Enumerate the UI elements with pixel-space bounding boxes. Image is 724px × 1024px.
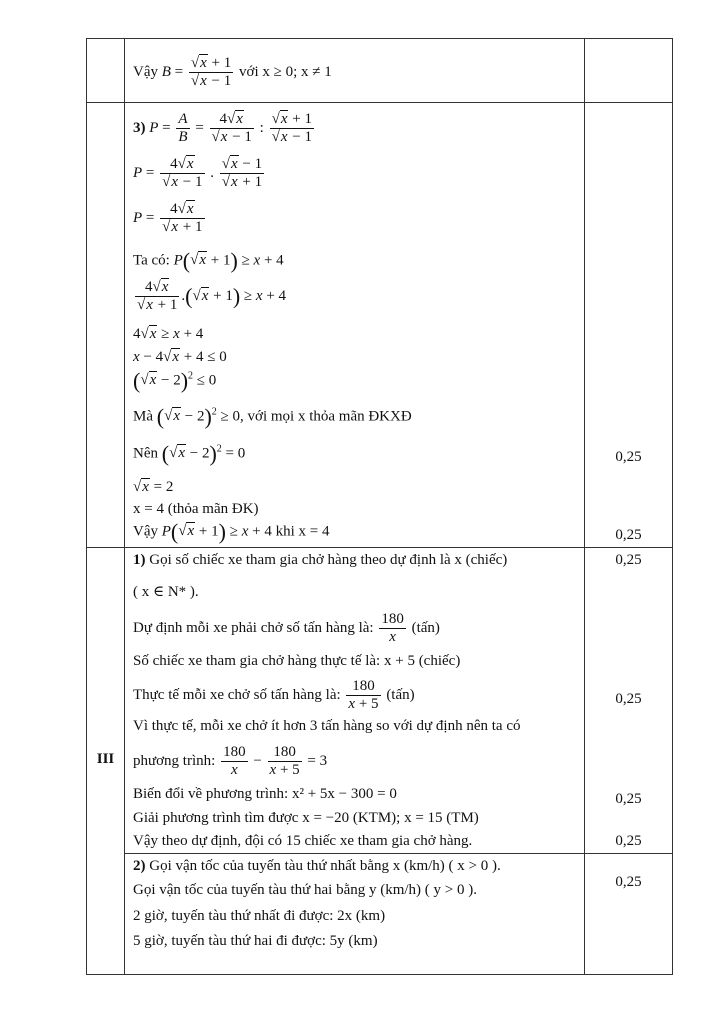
x-eq-4-line: x = 4 (thỏa mãn ĐK) (133, 501, 259, 517)
p-simplified: P = $\frac{4√x}{√x + 1}$ (133, 201, 203, 235)
content-cell (125, 548, 585, 854)
vay-b-line: Vậy B = $\frac{√x + 1}{√x - 1}$ với x ≥ 0; x ≠ 1 (133, 55, 332, 89)
p1-line-2: Dự định mỗi xe phải chở số tấn hàng là: $\frac{180}{x}$ (tấn) (133, 611, 440, 645)
p1-line-3: Số chiếc xe tham gia chở hàng thực tế là: x + 5 (chiếc) (133, 653, 461, 669)
p1-equation: x² + 5x − 300 = 0 (291, 786, 397, 802)
conclusion-line: Vậy P(√x + 1) ≥ x + 4 khi x = 4 (133, 519, 330, 544)
row-part3 (87, 103, 673, 548)
section-label: III (96, 751, 115, 767)
problem1-label: 1) (133, 552, 146, 568)
score: 0,25 (615, 833, 642, 849)
p-eq-a-over-b: 3) P = $\frac{A}{B}$ = $\frac{4√x}{√x - 1}$ : $\frac{√x + 1}{√x - 1}$ (133, 111, 312, 145)
conclusion-suffix: khi x = 4 (275, 523, 330, 540)
p1-line-6: phương trình: $\frac{180}{x}$ − $\frac{180}{x + 5}$ = 3 (133, 744, 328, 778)
conclusion-prefix: Vậy (133, 523, 158, 540)
content-cell (125, 854, 585, 975)
score: 0,25 (615, 449, 642, 465)
inequality-3: x − 4√x + 4 ≤ 0 (133, 349, 227, 365)
p1-text: Gọi số chiếc xe tham gia chở hàng theo dự định là x (chiếc) (149, 552, 508, 568)
p1-line-9: Vậy theo dự định, đội có 15 chiếc xe tham gia chở hàng. (133, 833, 473, 849)
p1-line-5: Vì thực tế, mỗi xe chở ít hơn 3 tấn hàng so với dự định nên ta có (133, 718, 521, 734)
problem2-label: 2) (133, 858, 146, 874)
ma-line: Mà $(√x - 2)^2 \ge 0$, với mọi x thỏa mãn ĐKXĐ (133, 404, 412, 429)
score-cell (585, 854, 673, 975)
score: 0,25 (615, 552, 642, 568)
row-problem1 (87, 548, 673, 854)
p1-line-8: Giải phương trình tìm được x = −20 (KTM); x = 15 (TM) (133, 810, 479, 826)
section-cell-empty (87, 39, 125, 103)
score-cell-empty (585, 39, 673, 103)
inequality-1: $\frac{4√x}{√x + 1}$ .(√x + 1) ≥ x + 4 (137, 279, 287, 313)
score: 0,25 (615, 874, 642, 890)
p1-unit: (tấn) (386, 686, 415, 703)
content-cell (125, 103, 585, 548)
p1-line-4: Thực tế mỗi xe chở số tấn hàng là: $\frac{180}{x + 5}$ (tấn) (133, 678, 415, 712)
p-product: P = $\frac{4√x}{√x - 1}$ . $\frac{√x - 1}{√x + 1}$ (133, 156, 263, 190)
p1-text: Biến đổi về phương trình: (133, 786, 289, 802)
answer-table (86, 38, 673, 975)
section-cell (87, 548, 125, 975)
inequality-4: $(√x - 2)^2 \le 0$ (133, 368, 217, 393)
p2-line-1 (133, 858, 501, 875)
row-vay-b (87, 39, 673, 103)
p1-unit: (tấn) (411, 619, 440, 636)
row-problem2 (87, 854, 673, 975)
p1-line-7 (133, 786, 397, 803)
p1-text: Dự định mỗi xe phải chở số tấn hàng là: (133, 619, 374, 636)
p2-line-3: 2 giờ, tuyến tàu thứ nhất đi được: 2x (km) (133, 908, 386, 924)
section-cell-empty (87, 103, 125, 548)
ma-tail-text: , với mọi x thỏa mãn ĐKXĐ (240, 408, 412, 425)
ta-co-text: Ta có: (133, 252, 170, 269)
ma-text: Mà (133, 408, 153, 425)
ta-co-line: Ta có: P(√x + 1) ≥ x + 4 (133, 248, 284, 273)
score-cell (585, 548, 673, 854)
inequality-2: 4√x ≥ x + 4 (133, 326, 204, 342)
nen-text: Nên (133, 445, 158, 462)
condition-text: với x ≥ 0; x ≠ 1 (239, 63, 332, 80)
p1-domain: ( x ∈ N* ). (133, 584, 199, 600)
part3-label: 3) (133, 119, 146, 136)
p2-line-4: 5 giờ, tuyến tàu thứ hai đi được: 5y (km) (133, 933, 378, 949)
p1-line-1 (133, 552, 507, 569)
score: 0,25 (615, 527, 642, 543)
content-cell (125, 39, 585, 103)
p1-text: phương trình: (133, 752, 216, 769)
p1-text: Thực tế mỗi xe chở số tấn hàng là: (133, 686, 341, 703)
nen-line: Nên $(√x - 2)^2 = 0$ (133, 441, 246, 466)
sqrt-x-eq-2: √x = 2 (133, 479, 174, 495)
p2-text: Gọi vận tốc của tuyến tàu thứ nhất bằng x (km/h) ( x > 0 ). (149, 858, 501, 874)
vay-text: Vậy (133, 63, 158, 80)
p2-line-2: Gọi vận tốc của tuyến tàu thứ hai bằng y (km/h) ( y > 0 ). (133, 882, 478, 898)
score: 0,25 (615, 691, 642, 707)
score-cell (585, 103, 673, 548)
score: 0,25 (615, 791, 642, 807)
